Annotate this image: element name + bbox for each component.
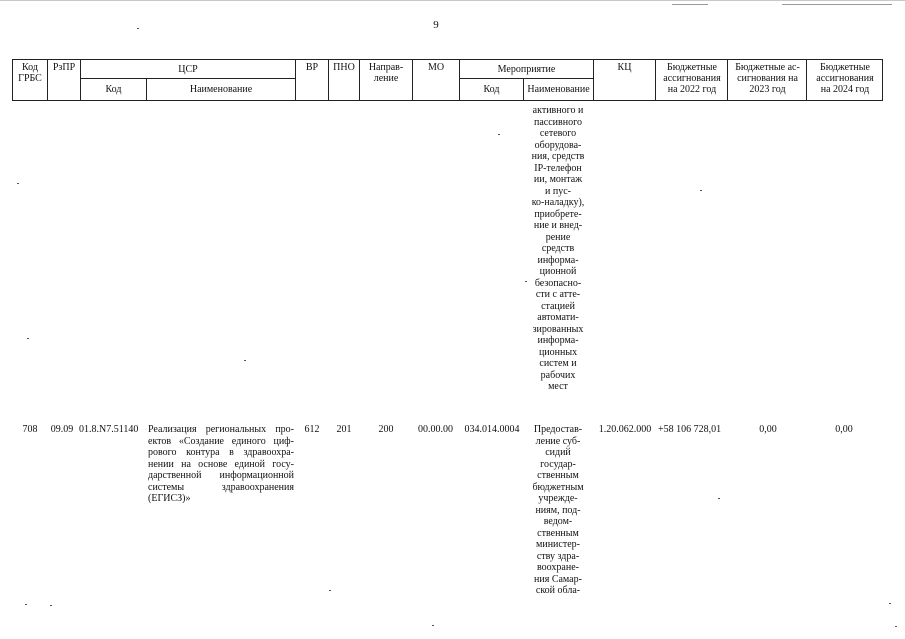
header-meropriyatie: Мероприятие (497, 63, 556, 75)
text-line: ведом- (543, 516, 573, 527)
text-line: оборудова- (534, 139, 582, 151)
scan-edge-line (672, 4, 708, 5)
text-line: систем и (539, 358, 577, 369)
text-line: дарственной информационной (148, 470, 294, 481)
header-budget-2024: Бюджетные ассигнования на 2024 год (816, 62, 874, 95)
text-line: зированных (532, 323, 584, 335)
row-kc: 1.20.062.000 (598, 424, 652, 435)
header-kc: КЦ (617, 62, 632, 73)
text-line: ление суб- (535, 435, 581, 447)
header-csr: ЦСР (178, 63, 198, 75)
row-vr: 612 (304, 424, 320, 435)
text-line: ния Самар- (534, 573, 582, 585)
row-rzpr: 09.09 (50, 424, 74, 435)
header-budget-2023: Бюджетные ас-сигнования на 2023 год (735, 62, 800, 95)
row-napravlenie: 200 (378, 424, 394, 435)
text-line: ционных (538, 346, 578, 358)
row-mer-name (523, 424, 593, 597)
text-line: ии, монтаж (533, 174, 583, 185)
text-line: ниям, под- (535, 504, 581, 516)
row-kod-grbs: 708 (22, 424, 38, 435)
text-line: стацией (541, 300, 575, 312)
text-line: системы здравоохранения (148, 481, 294, 493)
text-line: рового контура в здравоохра- (148, 447, 294, 458)
text-line: рение (545, 231, 571, 243)
header-csr-name: Наименование (189, 84, 253, 95)
header-pno: ПНО (333, 62, 355, 73)
text-line: информа- (537, 254, 579, 266)
text-line: ственным (537, 470, 579, 481)
text-line: нении на основе единой госу- (148, 458, 294, 470)
row-budget-2024: 0,00 (835, 424, 853, 435)
row-budget-2023: 0,00 (759, 424, 777, 435)
text-line: информа- (537, 335, 579, 346)
text-line: ственным (537, 527, 579, 539)
row-pno: 201 (336, 424, 352, 435)
page-number: 9 (433, 19, 439, 31)
text-line: активного и (532, 105, 584, 116)
scan-edge-line (782, 4, 892, 5)
header-mer-name: Наименование (527, 84, 590, 95)
text-line: пассивного (534, 116, 582, 128)
header-vr: ВР (305, 62, 319, 73)
header-kod-grbs: Код ГРБС (18, 62, 42, 84)
text-line: ству здра- (536, 550, 580, 562)
text-line: учрежде- (538, 493, 578, 504)
scan-edge-line (0, 0, 905, 1)
header-napravlenie: Направ-ление (368, 62, 404, 84)
text-line: и пус- (545, 185, 571, 197)
text-line: сидий (545, 447, 571, 458)
text-line: автомати- (537, 312, 579, 323)
text-line: (ЕГИСЗ)» (148, 493, 191, 504)
text-line: мест (548, 381, 568, 392)
header-csr-kod: Код (105, 84, 122, 95)
text-line: бюджетным (532, 481, 584, 493)
row-mer-kod: 034.014.0004 (464, 424, 520, 435)
text-line: Предостав- (533, 424, 583, 435)
row-csr-kod: 01.8.N7.51140 (79, 424, 139, 435)
text-line: рабочих (540, 369, 576, 381)
row-budget-2022: +58 106 728,01 (658, 424, 722, 435)
text-line: ко-наладку), (531, 197, 585, 208)
text-line: воохране- (537, 562, 579, 573)
text-line: государ- (540, 458, 576, 470)
text-line: средств (541, 243, 575, 254)
row-csr-name (148, 424, 294, 505)
text-line: безопасно- (534, 277, 582, 289)
row-mo: 00.00.00 (418, 424, 453, 435)
text-line: ционной (539, 266, 577, 277)
text-line: IP-телефон (534, 162, 582, 174)
text-line: сти с атте- (535, 289, 581, 300)
text-line: Реализация региональных про- (148, 424, 294, 435)
header-rzpr: РзПР (52, 62, 76, 73)
text-line: министер- (536, 539, 580, 550)
text-line: приобрете- (534, 208, 582, 220)
text-line: сетевого (539, 128, 577, 139)
text-line: ектов «Создание единого циф- (148, 435, 294, 447)
continuation-measure-name (523, 105, 593, 393)
header-budget-2022: Бюджетные ассигнования на 2022 год (663, 62, 721, 95)
text-line: ние и внед- (533, 220, 583, 231)
text-line: ния, средств (531, 151, 585, 162)
text-line: ской обла- (535, 585, 581, 596)
header-mer-kod: Код (483, 84, 500, 95)
header-mo: МО (427, 62, 445, 73)
